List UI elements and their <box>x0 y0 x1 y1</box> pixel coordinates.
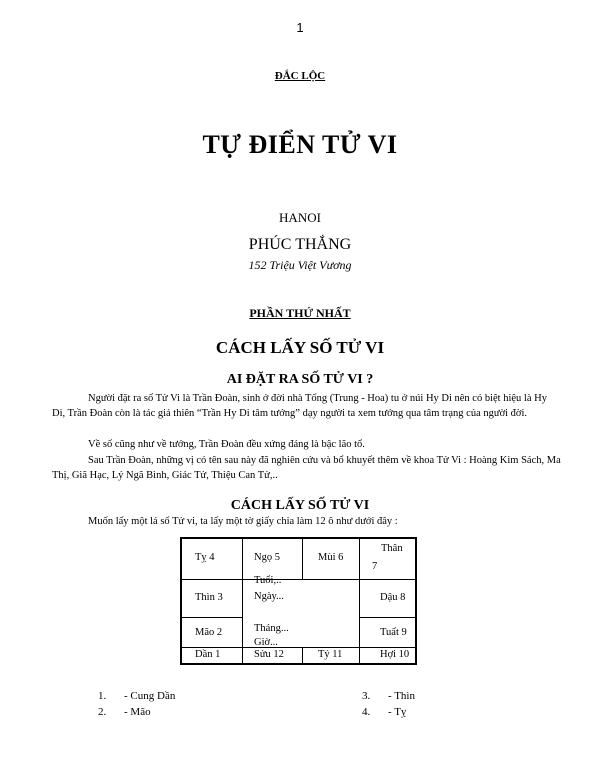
section-heading-origin: AI ĐẶT RA SỐ TỬ VI ? <box>226 372 374 387</box>
cell-hoi: Hợi 10 <box>380 649 410 660</box>
book-title: TỰ ĐIỂN TỬ VI <box>202 130 398 159</box>
cell-dau: Dậu 8 <box>380 592 406 603</box>
center-tuoi: Tuổi,.. <box>254 575 282 586</box>
publisher: PHÚC THẮNG <box>248 236 352 253</box>
paragraph: Sau Trần Đoàn, những vị có tên sau này đã nghiên cứu và bổ khuyết thêm về khoa Tử Vi : Hoàng Kim Sách, Ma Thị, Giã Hạc, Lý Ngã Bình, Giác Tử, Thiệu Can Tử,.. <box>52 455 561 481</box>
grid-line <box>182 617 242 618</box>
list-number: 2. <box>98 706 107 718</box>
cell-than-number: 7 <box>372 561 378 572</box>
list-number: 4. <box>362 706 371 718</box>
chapter-title: CÁCH LẤY SỐ TỬ VI <box>215 338 385 357</box>
list-number: 3. <box>362 690 371 702</box>
paragraph: Về số cũng như về tướng, Trần Đoàn đều xứng đáng là bậc lão tổ. <box>88 439 365 450</box>
cell-ti: Tý 11 <box>318 649 343 660</box>
paragraph: Người đặt ra số Tử Vi là Trần Đoàn, sinh ở đời nhà Tống (Trung - Hoa) tu ở núi Hy Di nên có biệt hiệu là Hy Di, Trần Đoàn còn là tác giả thiên “Trần Hy Di tâm tướng” dạy người ta xem tướng qua tâm trạng của người đời. <box>52 393 547 419</box>
grid-line <box>359 617 415 618</box>
grid-line <box>359 539 360 663</box>
center-gio: Giờ... <box>254 637 278 648</box>
cell-suu: Sửu 12 <box>254 649 284 660</box>
part-heading: PHẦN THỨ NHẤT <box>249 306 351 320</box>
cell-ty: Tỵ 4 <box>195 552 215 563</box>
grid-line <box>182 647 415 648</box>
section-intro: Muốn lấy một lá số Tử vi, ta lấy một tờ giấy chia làm 12 ô như dưới đây : <box>88 516 398 527</box>
cell-tuat: Tuất 9 <box>380 627 407 638</box>
author-name: ĐẮC LỘC <box>274 70 326 82</box>
grid-line <box>302 539 303 579</box>
section-heading-method: CÁCH LẤY SỐ TỬ VI <box>230 498 370 513</box>
publisher-address: 152 Triệu Việt Vương <box>248 258 352 272</box>
page-number: 1 <box>296 20 304 35</box>
list-number: 1. <box>98 690 107 702</box>
center-ngay: Ngày... <box>254 591 284 602</box>
grid-line <box>182 579 415 580</box>
list-item: - Tỵ <box>388 706 407 718</box>
center-thang: Tháng... <box>254 623 289 634</box>
list-item: - Thìn <box>388 690 415 702</box>
cell-dan: Dần 1 <box>195 649 221 660</box>
cell-thin: Thìn 3 <box>195 592 223 603</box>
list-item: - Cung Dần <box>124 690 176 702</box>
grid-line <box>302 647 303 663</box>
list-item: - Mão <box>124 706 151 718</box>
grid-line <box>242 539 243 663</box>
city: HANOI <box>279 210 321 225</box>
twelve-palace-grid <box>180 537 417 665</box>
cell-mao: Mão 2 <box>195 627 223 638</box>
cell-ngo: Ngọ 5 <box>254 552 280 563</box>
cell-than-label: Thân <box>381 543 403 554</box>
cell-mui: Mùi 6 <box>318 552 344 563</box>
